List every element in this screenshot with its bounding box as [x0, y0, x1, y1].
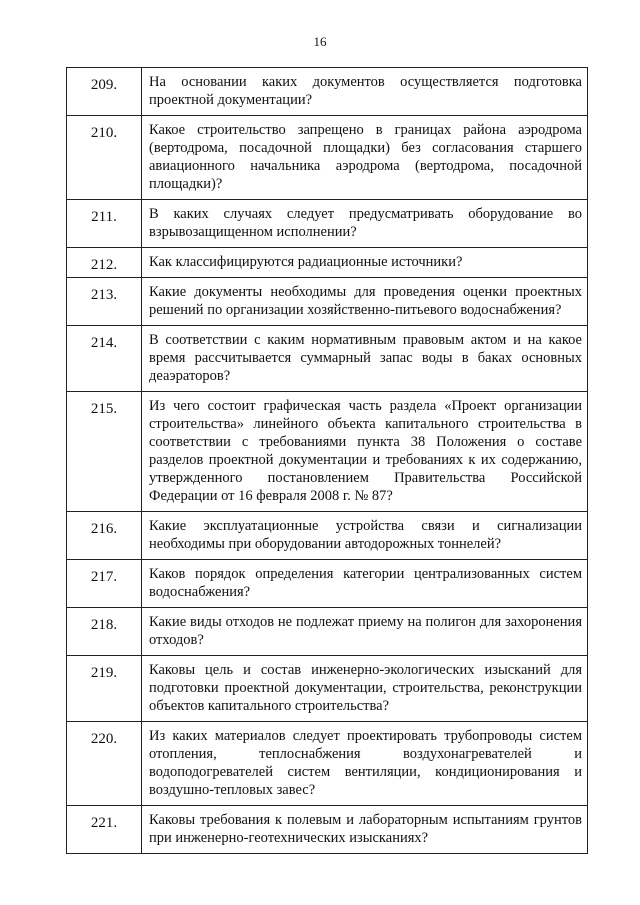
question-text: Каковы цель и состав инженерно-экологических изысканий для подготовки проектной документации, строительства, реконструкции объектов капитального строительства?	[142, 656, 588, 722]
page-number: 16	[313, 34, 327, 49]
question-text: Какое строительство запрещено в границах района аэродрома (вертодрома, посадочной площадки) без согласования старшего авиационного начальника аэродрома (вертодрома, посадочной площадки)?	[142, 116, 588, 200]
question-text: Какие виды отходов не подлежат приему на полигон для захоронения отходов?	[142, 608, 588, 656]
question-row	[67, 248, 588, 278]
question-number: 212.	[67, 248, 142, 278]
question-row	[67, 512, 588, 560]
question-number: 216.	[67, 512, 142, 560]
question-text: Из чего состоит графическая часть раздела «Проект организации строительства» линейного объекта капитального строительства в соответствии с требованиями пункта 38 Положения о составе разделов проектной документации и требованиях к их содержанию, утвержденного постановлением Правительства Российской Федерации от 16 февраля 2008 г. № 87?	[142, 392, 588, 512]
question-number: 218.	[67, 608, 142, 656]
question-text: Какие эксплуатационные устройства связи и сигнализации необходимы при оборудовании автодорожных тоннелей?	[142, 512, 588, 560]
question-number: 209.	[67, 68, 142, 116]
question-number: 221.	[67, 806, 142, 854]
question-text: На основании каких документов осуществляется подготовка проектной документации?	[142, 68, 588, 116]
question-number: 214.	[67, 326, 142, 392]
question-text: Каков порядок определения категории централизованных систем водоснабжения?	[142, 560, 588, 608]
question-row	[67, 392, 588, 512]
question-row	[67, 608, 588, 656]
question-row	[67, 806, 588, 854]
question-number: 215.	[67, 392, 142, 512]
question-row	[67, 200, 588, 248]
question-row	[67, 278, 588, 326]
question-number: 220.	[67, 722, 142, 806]
question-row	[67, 116, 588, 200]
question-text: Из каких материалов следует проектировать трубопроводы систем отопления, теплоснабжения воздухонагревателей и водоподогревателей систем вентиляции, кондиционирования и воздушно-тепловых завес?	[142, 722, 588, 806]
question-row	[67, 722, 588, 806]
questions-table	[66, 67, 588, 854]
question-row	[67, 326, 588, 392]
question-text: В каких случаях следует предусматривать оборудование во взрывозащищенном исполнении?	[142, 200, 588, 248]
question-text: Как классифицируются радиационные источники?	[142, 248, 588, 278]
question-row	[67, 656, 588, 722]
question-row	[67, 560, 588, 608]
question-number: 213.	[67, 278, 142, 326]
question-text: Какие документы необходимы для проведения оценки проектных решений по организации хозяйственно-питьевого водоснабжения?	[142, 278, 588, 326]
question-number: 211.	[67, 200, 142, 248]
question-number: 219.	[67, 656, 142, 722]
question-row	[67, 68, 588, 116]
question-text: Каковы требования к полевым и лабораторным испытаниям грунтов при инженерно-геотехнических изысканиях?	[142, 806, 588, 854]
question-number: 210.	[67, 116, 142, 200]
question-number: 217.	[67, 560, 142, 608]
question-text: В соответствии с каким нормативным правовым актом и на какое время рассчитывается суммарный запас воды в баках основных деаэраторов?	[142, 326, 588, 392]
